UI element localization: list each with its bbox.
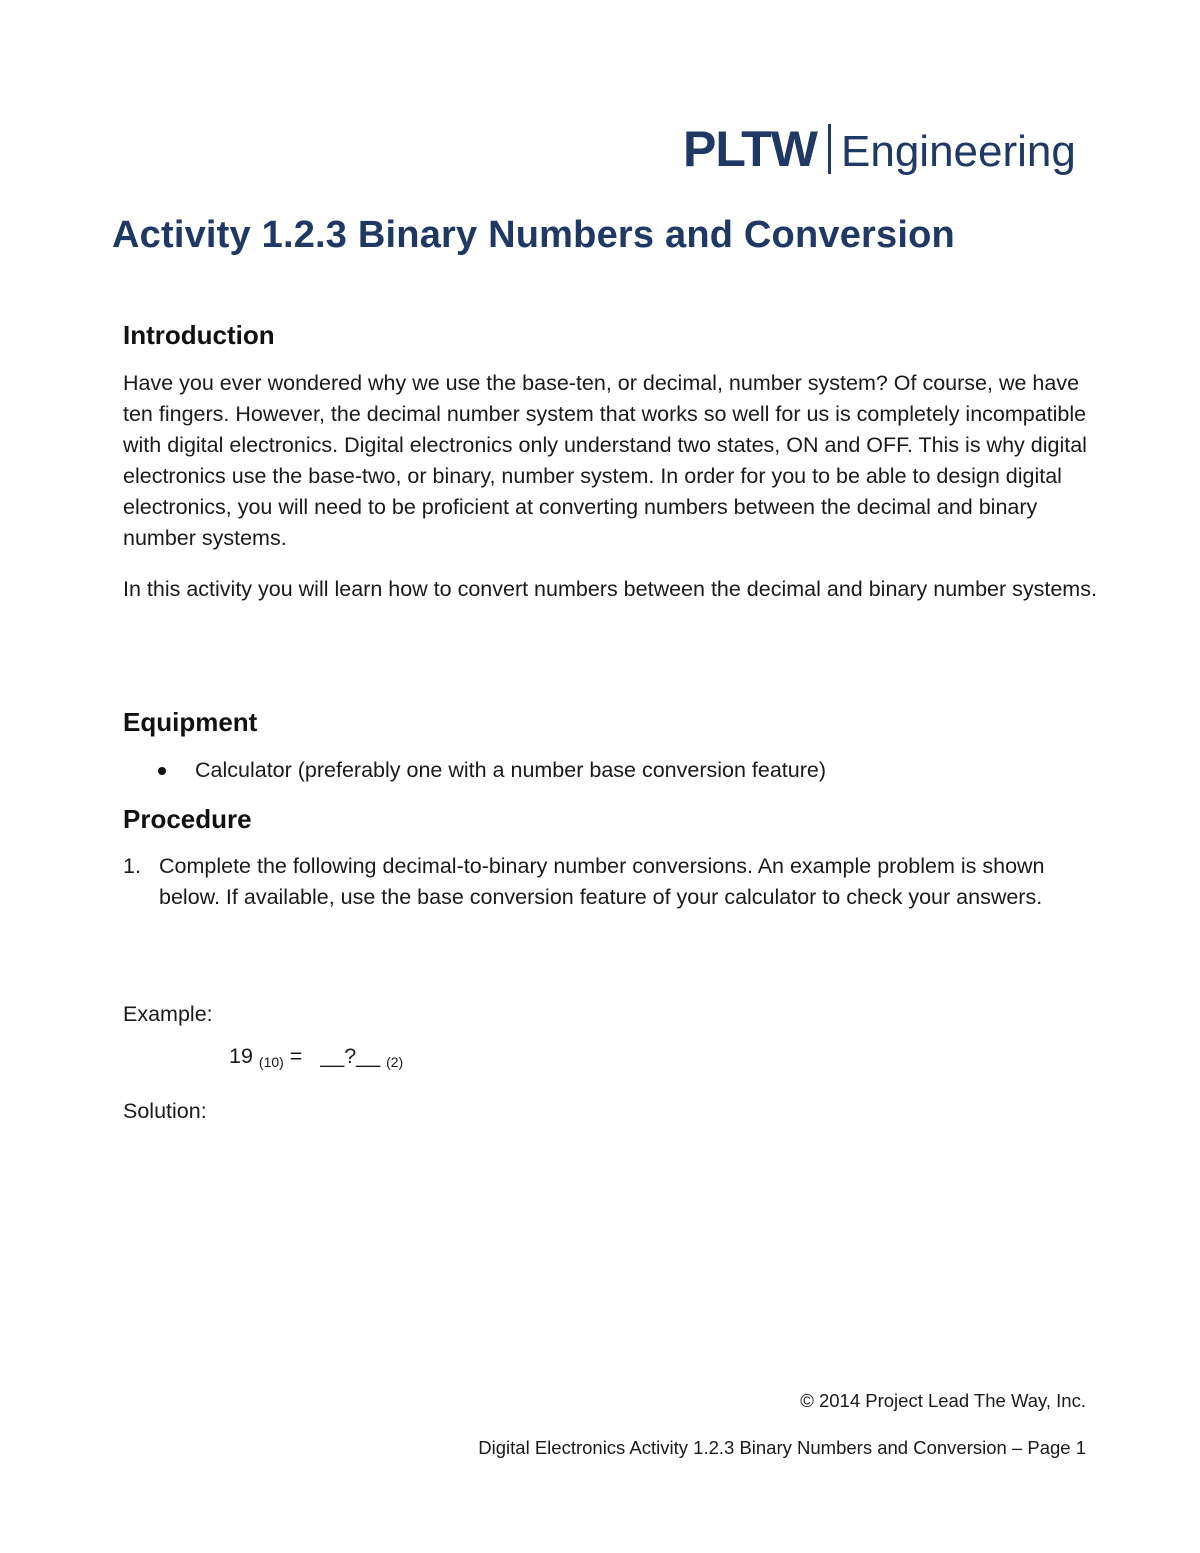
equipment-item-text: Calculator (preferably one with a number base conversion feature): [195, 758, 826, 782]
pltw-engineering-logo: [683, 118, 1083, 180]
equipment-heading: Equipment: [123, 707, 258, 737]
example-label: Example:: [123, 1002, 213, 1026]
copyright-notice: © 2014 Project Lead The Way, Inc.: [800, 1390, 1086, 1411]
equation-rhs-base: (2): [386, 1054, 404, 1070]
page-footer: Digital Electronics Activity 1.2.3 Binary Numbers and Conversion – Page 1: [478, 1437, 1086, 1458]
logo-primary-text: PLTW: [683, 121, 817, 177]
bullet-icon: [158, 767, 166, 775]
example-equation: [229, 1041, 403, 1074]
introduction-paragraph-1: Have you ever wondered why we use the base-ten, or decimal, number system? Of course, we have ten fingers. However, the decimal number system that works so well for us is completely incompatible with digital electronics. Digital electronics only understand two states, ON and OFF. This is why digital electronics use the base-two, or binary, number system. In order for you to be able to design digital electronics, you will need to be proficient at converting numbers between the decimal and binary number systems.: [123, 371, 1087, 550]
procedure-heading: Procedure: [123, 804, 252, 834]
equation-rhs-value: __?__: [320, 1044, 381, 1068]
logo-divider: [828, 124, 831, 174]
introduction-heading: Introduction: [123, 320, 275, 350]
logo-graphic: [683, 118, 1083, 180]
document-title: Activity 1.2.3 Binary Numbers and Conversion: [112, 214, 955, 256]
equation-lhs-value: 19: [229, 1044, 253, 1068]
equation-equals: =: [289, 1044, 303, 1068]
procedure-step-number: 1.: [123, 854, 141, 878]
solution-label: Solution:: [123, 1099, 207, 1123]
logo-secondary-text: Engineering: [841, 127, 1076, 176]
procedure-step-text: Complete the following decimal-to-binary number conversions. An example problem is shown below. If available, use the base conversion feature of your calculator to check your answers.: [159, 854, 1045, 909]
equation-lhs-base: (10): [258, 1054, 284, 1070]
introduction-paragraph-2: In this activity you will learn how to convert numbers between the decimal and binary number systems.: [123, 577, 1097, 601]
